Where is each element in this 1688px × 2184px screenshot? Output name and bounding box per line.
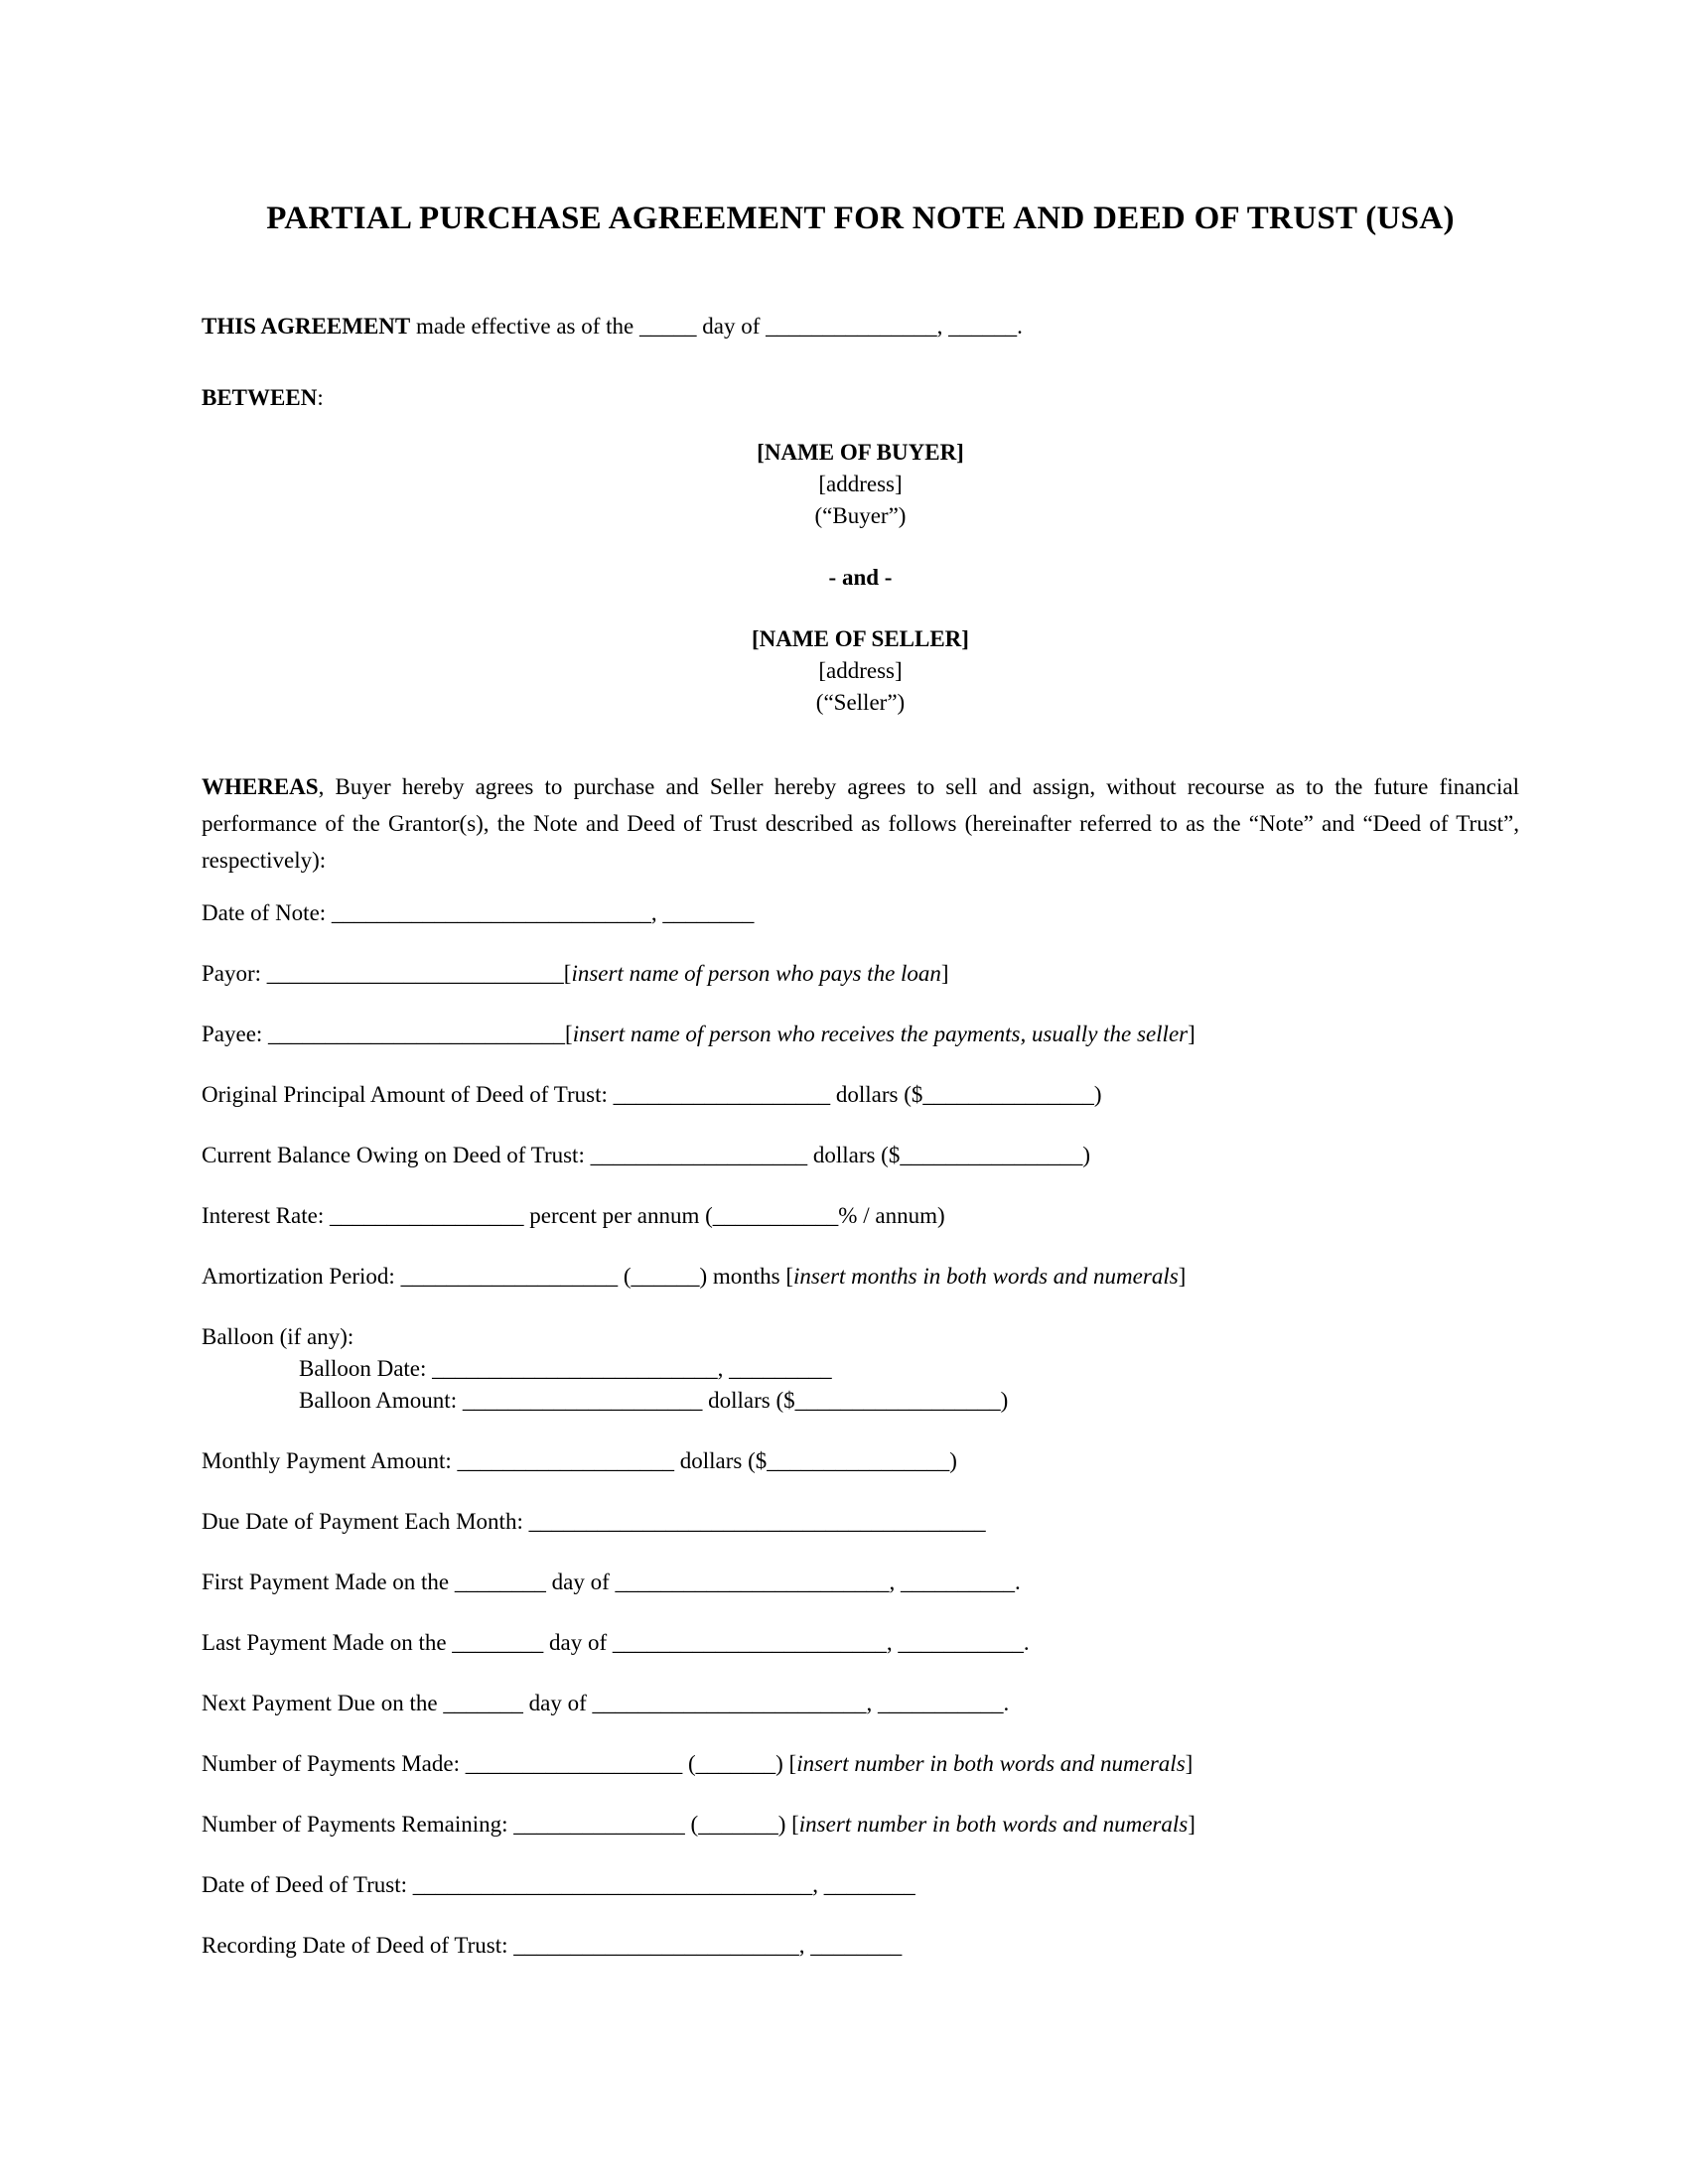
effective-date-line (202, 312, 1519, 341)
field-amortization-period (202, 1262, 1519, 1292)
field-payor (202, 959, 1519, 989)
text-run: Date of Note: ____________________________, ________ (202, 900, 755, 925)
between-label (202, 383, 1519, 413)
text-run: Payor: __________________________[ (202, 961, 572, 986)
text-run: : (317, 385, 324, 410)
hint-text: insert name of person who receives the payments, usually the seller (572, 1022, 1189, 1046)
field-current-balance (202, 1141, 1519, 1170)
field-interest-rate (202, 1201, 1519, 1231)
field-date-of-note (202, 898, 1519, 928)
text-run: Due Date of Payment Each Month: ________________________________________ (202, 1509, 986, 1534)
buyer-alias: (“Buyer”) (814, 503, 907, 528)
text-run: ] (940, 961, 949, 986)
hint-text: insert name of person who pays the loan (571, 961, 941, 986)
text-run: Amortization Period: ___________________ (______) months [ (202, 1264, 794, 1289)
text-run: First Payment Made on the ________ day of ________________________, __________. (202, 1570, 1021, 1594)
text-run: Number of Payments Made: ___________________ (_______) [ (202, 1751, 797, 1776)
text-run: made effective as of the _____ day of _______________, ______. (410, 314, 1023, 339)
field-date-of-deed (202, 1870, 1519, 1900)
text-run: ] (1178, 1264, 1187, 1289)
text-run: ] (1185, 1751, 1194, 1776)
and-separator: - and - (828, 565, 893, 590)
text-run: ] (1188, 1022, 1196, 1046)
text-run: Interest Rate: _________________ percent per annum (___________% / annum) (202, 1203, 945, 1228)
text-run: Original Principal Amount of Deed of Trust: ___________________ dollars ($_______________) (202, 1082, 1102, 1107)
buyer-block (202, 437, 1519, 532)
text-run: WHEREAS (202, 774, 319, 799)
document-title: PARTIAL PURCHASE AGREEMENT FOR NOTE AND DEED OF TRUST (USA) (266, 201, 1455, 236)
text-run: BETWEEN (202, 385, 318, 410)
field-payee (202, 1020, 1519, 1049)
whereas-paragraph (202, 768, 1519, 879)
field-payments-remaining (202, 1810, 1519, 1840)
field-first-payment (202, 1568, 1519, 1597)
field-payments-made (202, 1749, 1519, 1779)
seller-address: [address] (818, 658, 903, 683)
text-run: Balloon Amount: _____________________ dollars ($__________________) (299, 1388, 1009, 1413)
field-original-principal (202, 1080, 1519, 1110)
field-due-date (202, 1507, 1519, 1537)
text-run: Balloon (if any): (202, 1324, 354, 1349)
field-next-payment (202, 1689, 1519, 1718)
text-run: Date of Deed of Trust: ___________________________________, ________ (202, 1872, 915, 1897)
field-monthly-payment (202, 1446, 1519, 1476)
seller-alias: (“Seller”) (815, 690, 906, 715)
text-run: Payee: __________________________[ (202, 1022, 573, 1046)
field-balloon-header (202, 1322, 1519, 1352)
field-last-payment (202, 1628, 1519, 1658)
buyer-address: [address] (818, 472, 903, 496)
field-recording-date (202, 1931, 1519, 1961)
text-run: Monthly Payment Amount: ___________________ dollars ($________________) (202, 1448, 957, 1473)
seller-name: [NAME OF SELLER] (752, 626, 969, 651)
text-run: , Buyer hereby agrees to purchase and Seller hereby agrees to sell and assign, without recourse as to the future financial performance of the Grantor(s), the Note and Deed of Trust described as follows (hereinafter referred to as the “Note” and “Deed of Trust”, respectively): (202, 774, 1519, 873)
text-run: Next Payment Due on the _______ day of ________________________, ___________. (202, 1691, 1010, 1715)
hint-text: insert number in both words and numerals (798, 1812, 1189, 1837)
text-run: Number of Payments Remaining: _______________ (_______) [ (202, 1812, 799, 1837)
field-balloon-date (202, 1354, 1519, 1384)
text-run: Recording Date of Deed of Trust: _________________________, ________ (202, 1933, 903, 1958)
text-run: THIS AGREEMENT (202, 314, 411, 339)
form-fields (202, 898, 1519, 1961)
hint-text: insert number in both words and numerals (796, 1751, 1186, 1776)
text-run: Current Balance Owing on Deed of Trust: ___________________ dollars ($________________) (202, 1143, 1091, 1167)
text-run: ] (1188, 1812, 1196, 1837)
text-run: Last Payment Made on the ________ day of ________________________, ___________. (202, 1630, 1030, 1655)
text-run: Balloon Date: _________________________, _________ (299, 1356, 832, 1381)
hint-text: insert months in both words and numerals (793, 1264, 1179, 1289)
field-balloon-amount (202, 1386, 1519, 1416)
buyer-name: [NAME OF BUYER] (757, 440, 964, 465)
seller-block (202, 623, 1519, 719)
